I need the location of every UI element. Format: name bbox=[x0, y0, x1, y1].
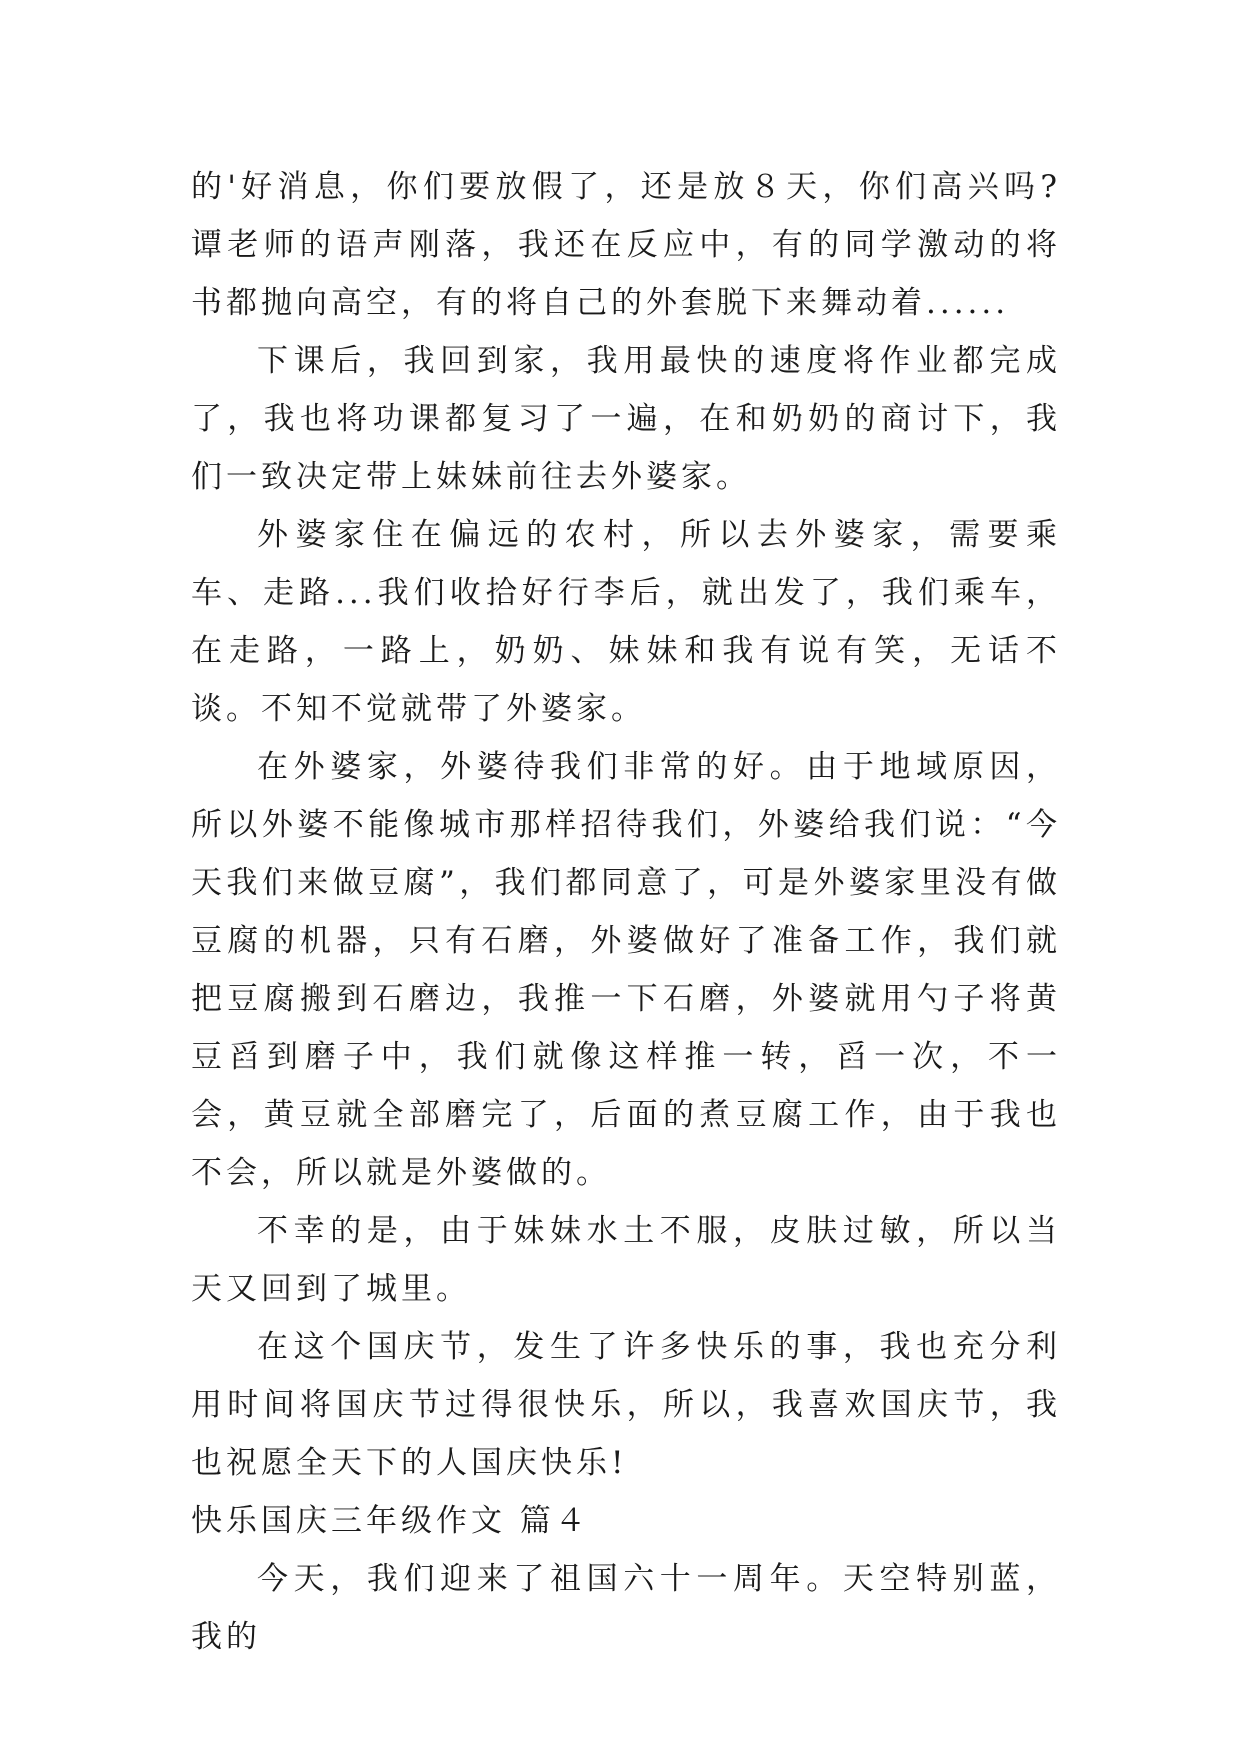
paragraph-3: 外婆家住在偏远的农村，所以去外婆家，需要乘车、走路...我们收拾好行李后，就出发了，我们乘车，在走路，一路上，奶奶、妹妹和我有说有笑，无话不谈。不知不觉就带了外婆家。 bbox=[191, 517, 1061, 727]
paragraph-4: 在外婆家，外婆待我们非常的好。由于地域原因，所以外婆不能像城市那样招待我们，外婆给我们说：“今天我们来做豆腐”，我们都同意了，可是外婆家里没有做豆腐的机器，只有石磨，外婆做好了准备工作，我们就把豆腐搬到石磨边，我推一下石磨，外婆就用勺子将黄豆舀到磨子中，我们就像这样推一转，舀一次，不一会，黄豆就全部磨完了，后面的煮豆腐工作，由于我也不会，所以就是外婆做的。 bbox=[191, 749, 1061, 1191]
paragraph-2: 下课后，我回到家，我用最快的速度将作业都完成了，我也将功课都复习了一遍，在和奶奶的商讨下，我们一致决定带上妹妹前往去外婆家。 bbox=[191, 343, 1061, 495]
paragraph-1: 的'好消息，你们要放假了，还是放８天，你们高兴吗?谭老师的语声刚落，我还在反应中，有的同学激动的将书都抛向高空，有的将自己的外套脱下来舞动着...... bbox=[191, 169, 1061, 321]
document-body bbox=[191, 158, 1061, 1666]
paragraph-5: 不幸的是，由于妹妹水土不服，皮肤过敏，所以当天又回到了城里。 bbox=[191, 1213, 1061, 1307]
paragraph-7: 今天，我们迎来了祖国六十一周年。天空特别蓝，我的 bbox=[191, 1561, 1061, 1655]
section-heading: 快乐国庆三年级作文 篇４ bbox=[191, 1503, 590, 1539]
paragraph-6: 在这个国庆节，发生了许多快乐的事，我也充分利用时间将国庆节过得很快乐，所以，我喜欢国庆节，我也祝愿全天下的人国庆快乐! bbox=[191, 1329, 1061, 1481]
